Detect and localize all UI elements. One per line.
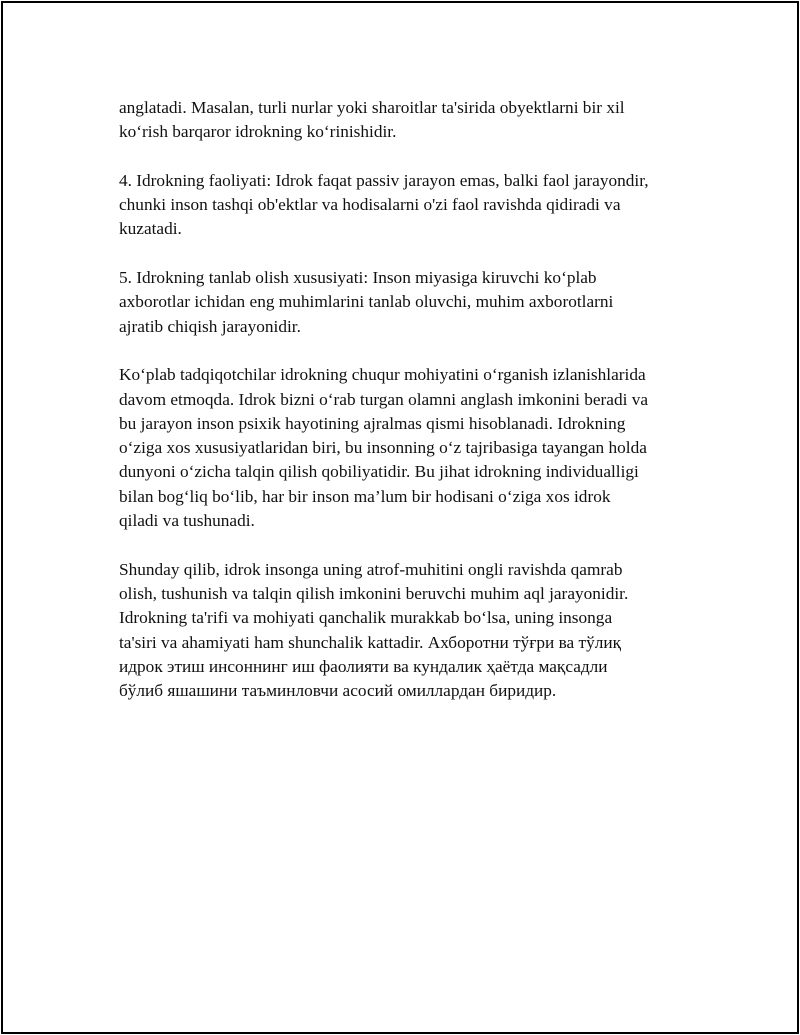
paragraph-xulosa: Shunday qilib, idrok insonga uning atrof-muhitini ongli ravishda qamrab olish, tushunish va talqin qilish imkonini beruvchi muhim aql jarayonidir. Idrokning ta'rifi va mohiyati qanchalik murakkab bo‘lsa, uning insonga ta'siri va ahamiyati ham shunchalik kattadir. Ахборотни тўғри ва тўлиқ идрок этиш инсоннинг иш фаолияти ва кундалик ҳаётда мақсадли бўлиб яшашини таъминловчи асосий омиллардан биридир. [119,559,629,701]
page-frame [1,1,799,1034]
paragraph-continuation: anglatadi. Masalan, turli nurlar yoki sharoitlar ta'sirida obyektlarni bir xil ko‘rish barqaror idrokning ko‘rinishidir. [119,98,625,142]
paragraph-idrok-faoliyati: 4. Idrokning faoliyati: Idrok faqat passiv jarayon emas, balki faol jarayondir, chunki inson tashqi ob'ektlar va hodisalarni o'zi faol ravishda qidiradi va kuzatadi. [119,170,649,239]
document-body [119,96,699,728]
paragraph-tadqiqotchilar: Ko‘plab tadqiqotchilar idrokning chuqur mohiyatini o‘rganish izlanishlarida davom etmoqda. Idrok bizni o‘rab turgan olamni anglash imkonini beradi va bu jarayon inson psixik hayotining ajralmas qismi hisoblanadi. Idrokning o‘ziga xos xususiyatlaridan biri, bu insonning o‘z tajribasiga tayangan holda dunyoni o‘zicha talqin qilish qobiliyatidir. Bu jihat idrokning individualligi bilan bog‘liq bo‘lib, har bir inson ma’lum bir hodisani o‘ziga xos idrok qiladi va tushunadi. [119,365,649,531]
paragraph-tanlab-olish: 5. Idrokning tanlab olish xususiyati: Inson miyasiga kiruvchi ko‘plab axborotlar ichidan eng muhimlarini tanlab oluvchi, muhim axborotlarni ajratib chiqish jarayonidir. [119,268,614,336]
